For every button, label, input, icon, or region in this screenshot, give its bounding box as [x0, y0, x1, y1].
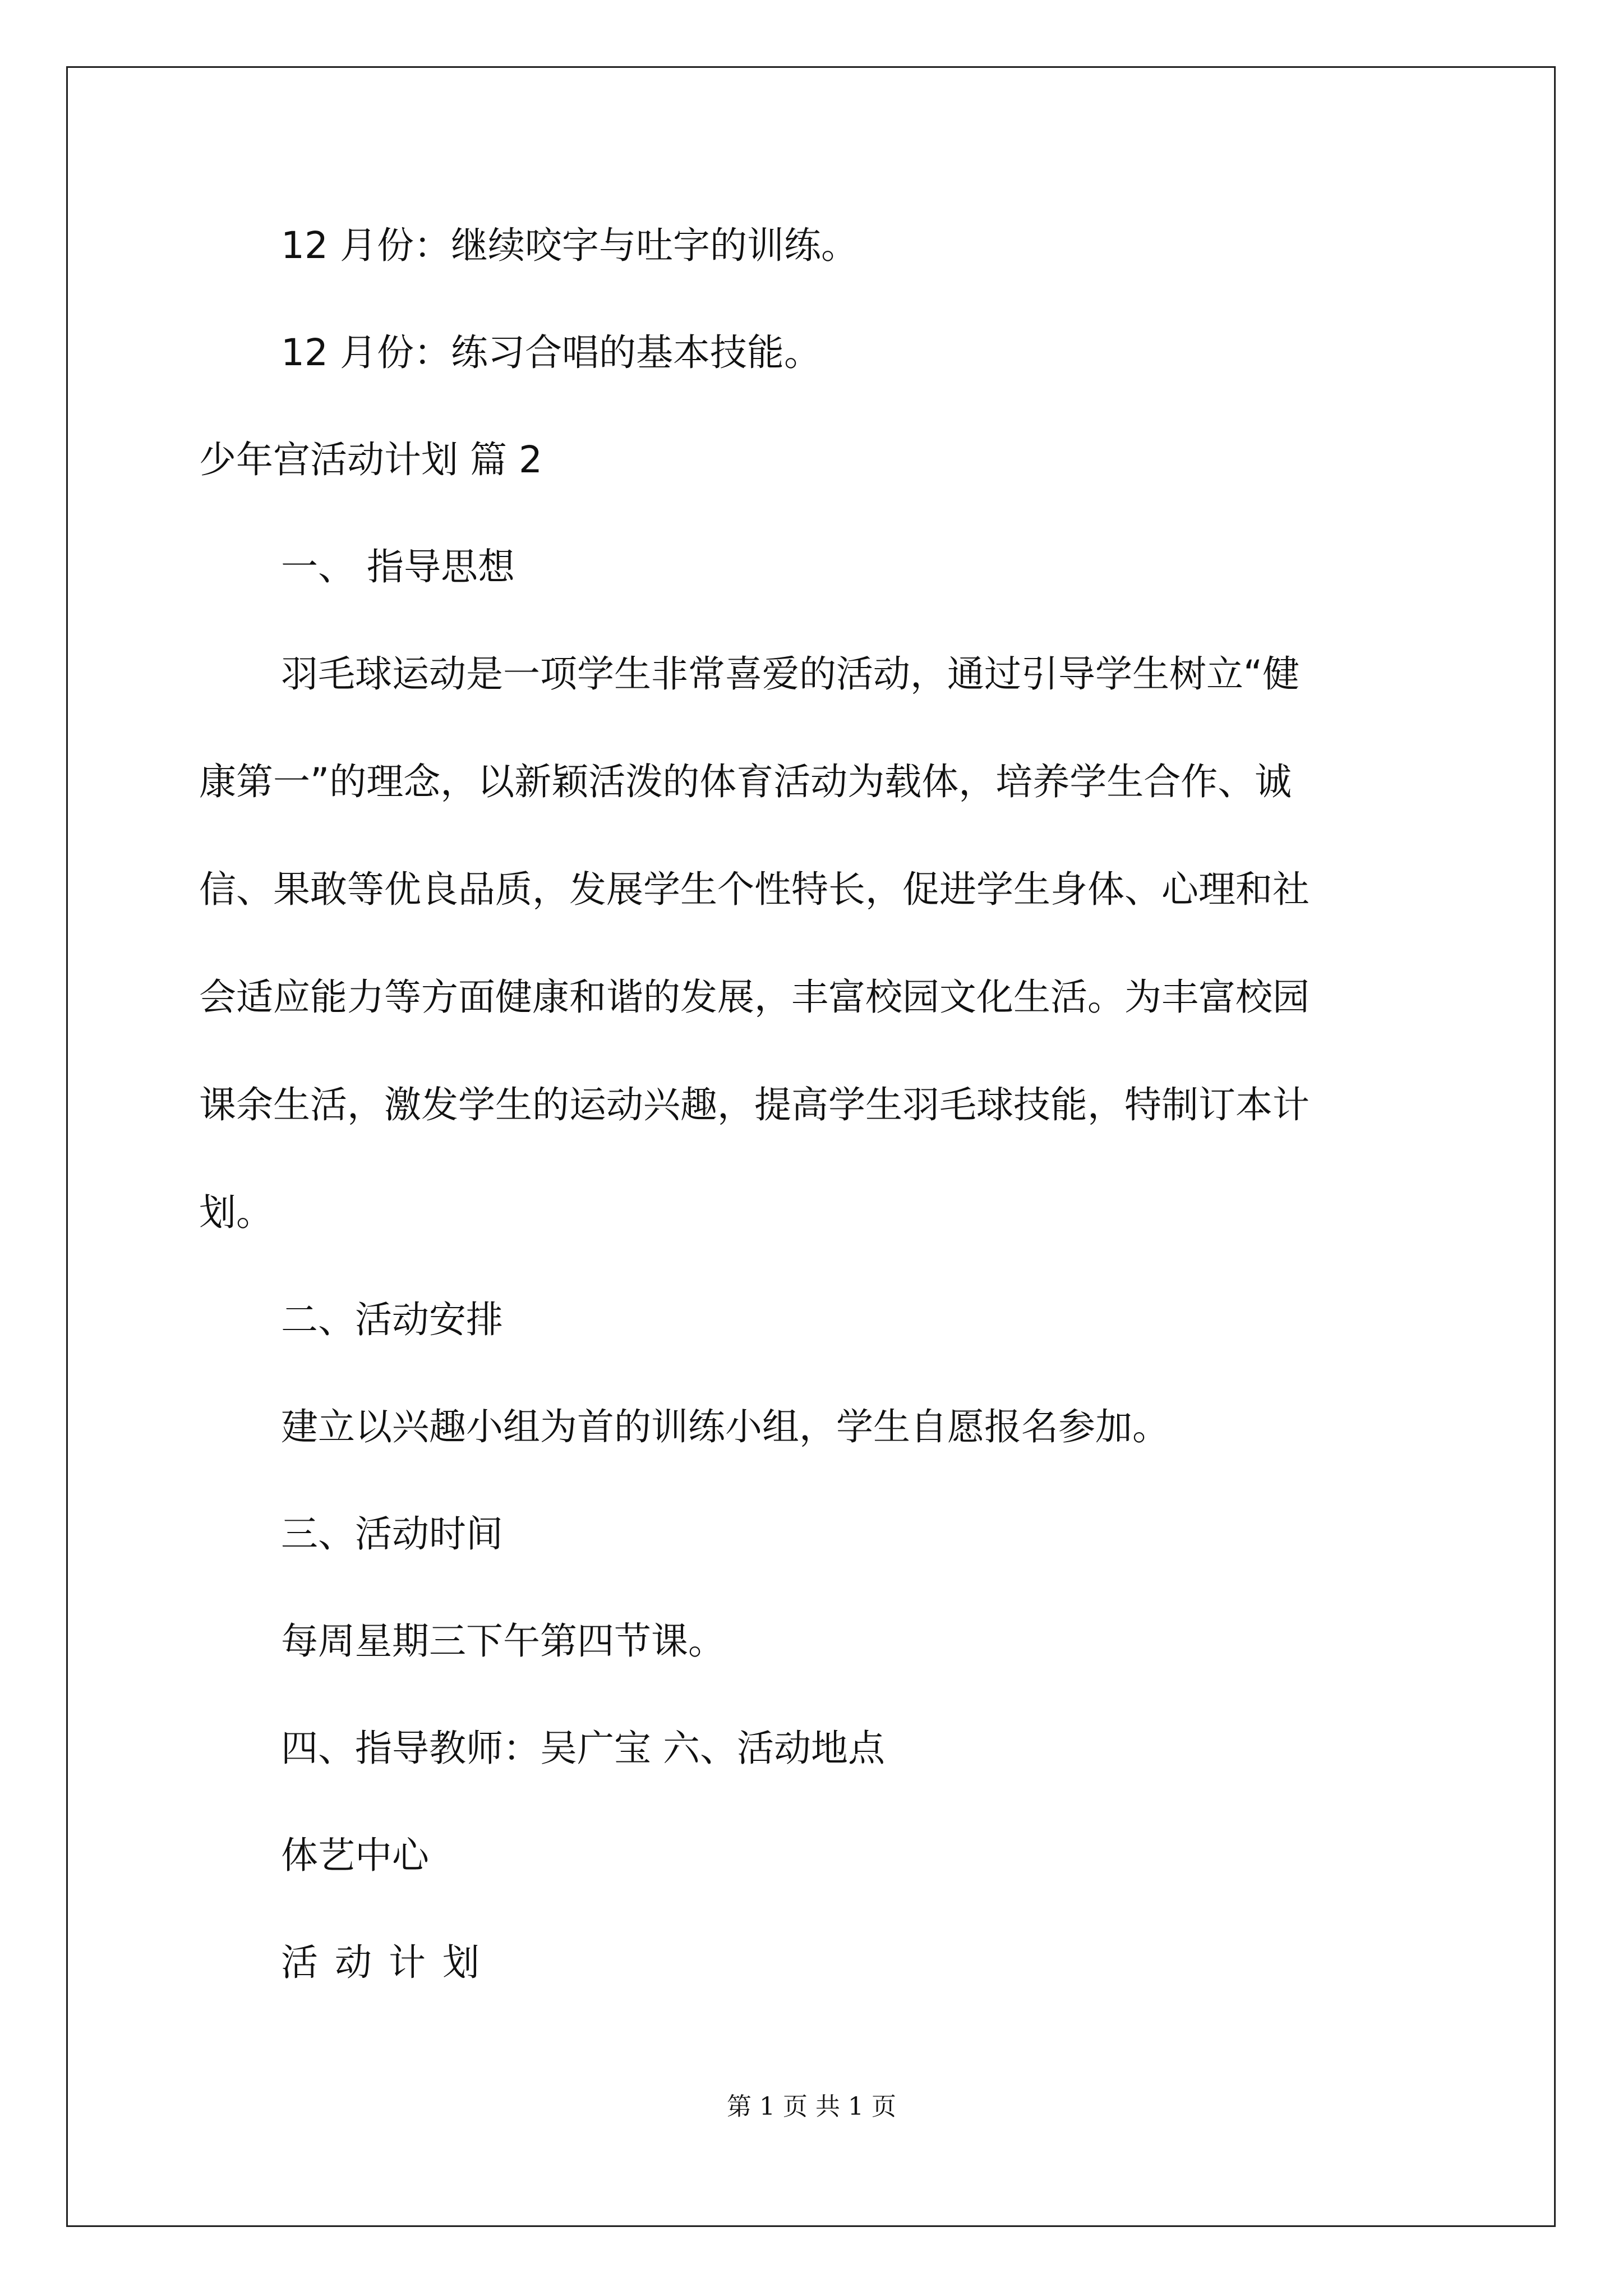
paragraph-line: 信、果敢等优良品质，发展学生个性特长，促进学生身体、心理和社 — [199, 868, 1310, 911]
paragraph-location: 体艺中心 — [281, 1834, 429, 1877]
heading-instructor-location: 四、指导教师：吴广宝 六、活动地点 — [281, 1727, 885, 1770]
heading-activity-time: 三、活动时间 — [281, 1512, 503, 1556]
heading-activity-plan: 活动计划 — [281, 1941, 496, 1984]
month-plan-line-1: 12 月份：继续咬字与吐字的训练。 — [281, 224, 858, 267]
paragraph-line: 划。 — [199, 1191, 273, 1234]
paragraph-activity-arrangement: 建立以兴趣小组为首的训练小组，学生自愿报名参加。 — [281, 1405, 1169, 1448]
paragraph-guiding-thought — [199, 647, 1433, 1240]
month-plan-line-2: 12 月份：练习合唱的基本技能。 — [281, 331, 821, 374]
paragraph-line: 会适应能力等方面健康和谐的发展，丰富校园文化生活。为丰富校园 — [199, 976, 1310, 1019]
paragraph-line: 课余生活，激发学生的运动兴趣，提高学生羽毛球技能，特制订本计 — [199, 1083, 1310, 1126]
page-footer: 第 1 页 共 1 页 — [727, 2092, 896, 2121]
paragraph-activity-time: 每周星期三下午第四节课。 — [281, 1619, 725, 1663]
document-body — [199, 219, 1433, 1990]
paragraph-line: 康第一”的理念，以新颖活泼的体育活动为载体，培养学生合作、诚 — [199, 760, 1292, 803]
section-title: 少年宫活动计划 篇 2 — [199, 438, 542, 481]
paragraph-line: 羽毛球运动是一项学生非常喜爱的活动，通过引导学生树立“健 — [281, 652, 1300, 696]
heading-guiding-thought: 一、 指导思想 — [281, 545, 515, 588]
heading-activity-arrangement: 二、活动安排 — [281, 1298, 503, 1341]
